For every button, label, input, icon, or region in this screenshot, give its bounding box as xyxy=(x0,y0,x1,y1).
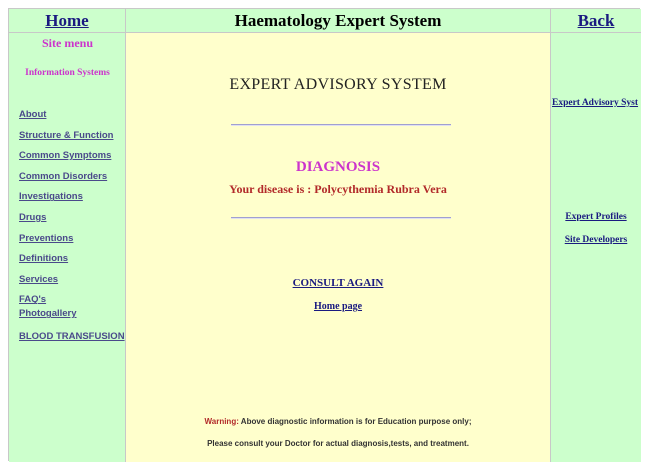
sidebar-item-services xyxy=(19,274,125,295)
sidebar-item-common-disorders xyxy=(19,171,125,192)
warning-line-2: Please consult your Doctor for actual diagnosis,tests, and treatment. xyxy=(207,439,469,448)
sidebar-link-common-disorders[interactable]: Common Disorders xyxy=(19,170,108,182)
consult-again-row xyxy=(126,277,550,289)
sidebar-link-photogallery[interactable]: Photogallery xyxy=(19,308,77,320)
page-title: Haematology Expert System xyxy=(234,11,442,30)
advisory-title: EXPERT ADVISORY SYSTEM xyxy=(229,76,447,93)
sidebar-item-common-symptoms xyxy=(19,150,125,171)
sidebar-link-preventions[interactable]: Preventions xyxy=(19,232,74,244)
sidebar-link-investigations[interactable]: Investigations xyxy=(19,191,83,203)
sidebar-item-preventions xyxy=(19,233,125,254)
sidebar-link-faqs[interactable]: FAQ's xyxy=(19,294,47,306)
sidebar-item-structure-function xyxy=(19,130,125,151)
sidebar-item-faqs xyxy=(19,294,125,308)
warning-line-1 xyxy=(126,417,550,426)
expert-profiles-link[interactable]: Expert Profiles xyxy=(565,212,627,222)
sidebar-item-definitions xyxy=(19,253,125,274)
header-title-cell xyxy=(126,9,551,33)
sidebar-link-structure-function[interactable]: Structure & Function xyxy=(19,129,114,141)
header-bar xyxy=(9,9,639,33)
site-menu-list xyxy=(19,109,125,352)
diagnosis-result: Your disease is : Polycythemia Rubra Vera xyxy=(229,182,447,196)
expert-advisory-link[interactable]: Expert Advisory Syst xyxy=(552,98,639,108)
right-sidebar xyxy=(551,33,641,462)
warning-label: Warning: xyxy=(204,417,239,426)
page-frame xyxy=(8,8,640,461)
sidebar-link-about[interactable]: About xyxy=(19,109,47,120)
divider-bottom xyxy=(231,217,451,219)
main-content xyxy=(126,33,551,462)
diagnosis-heading: DIAGNOSIS xyxy=(295,159,381,175)
sidebar-item-photogallery xyxy=(19,308,125,331)
right-item-expert-profiles xyxy=(551,212,641,222)
sidebar-link-drugs[interactable]: Drugs xyxy=(19,211,47,223)
header-home-cell xyxy=(9,9,126,33)
warning-text: Above diagnostic information is for Education purpose only; xyxy=(238,417,472,426)
header-back-cell xyxy=(551,9,641,33)
home-link[interactable]: Home xyxy=(45,11,89,30)
home-page-link[interactable]: Home page xyxy=(313,301,363,312)
sidebar-item-blood-transfusion xyxy=(19,331,125,352)
site-developers-link[interactable]: Site Developers xyxy=(564,235,628,245)
information-systems-heading: Information Systems xyxy=(25,68,110,78)
left-sidebar xyxy=(9,33,126,462)
divider-top xyxy=(231,124,451,126)
sidebar-link-definitions[interactable]: Definitions xyxy=(19,253,69,265)
sidebar-item-drugs xyxy=(19,212,125,233)
right-item-site-developers xyxy=(551,235,641,245)
sidebar-item-investigations xyxy=(19,191,125,212)
sidebar-item-about xyxy=(19,109,125,130)
home-page-row xyxy=(126,301,550,312)
right-item-expert-advisory xyxy=(552,98,641,108)
sidebar-link-common-symptoms[interactable]: Common Symptoms xyxy=(19,150,112,162)
site-menu-heading: Site menu xyxy=(42,36,93,50)
back-link[interactable]: Back xyxy=(577,11,615,30)
sidebar-link-services[interactable]: Services xyxy=(19,273,59,285)
consult-again-link[interactable]: CONSULT AGAIN xyxy=(292,277,384,289)
sidebar-link-blood-transfusion[interactable]: BLOOD TRANSFUSION xyxy=(19,331,125,343)
